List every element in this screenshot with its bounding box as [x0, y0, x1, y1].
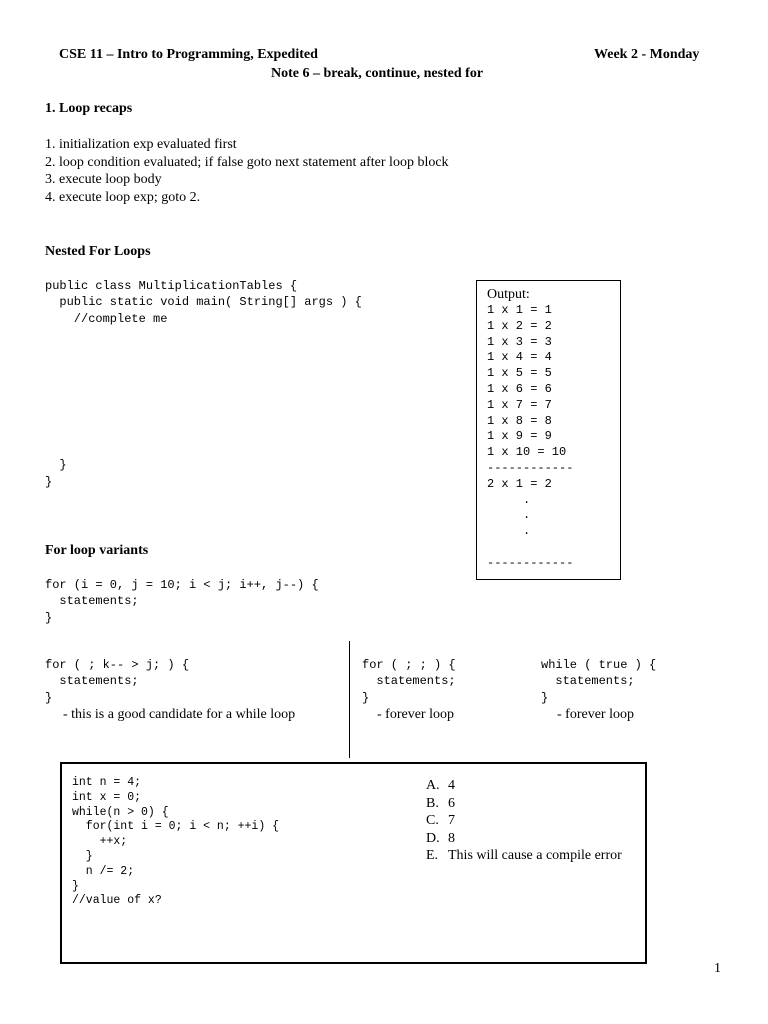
output-line: 1 x 2 = 2 — [487, 318, 552, 333]
choice-b[interactable]: B. 6 — [426, 795, 455, 811]
quiz-choices — [426, 777, 622, 865]
output-line: 1 x 9 = 9 — [487, 429, 552, 444]
quiz-code: int n = 4; int x = 0; while(n > 0) { for(int i = 0; i < n; ++i) { ++x; } n /= 2; } //value of x? — [72, 776, 280, 908]
output-line: 1 x 1 = 1 — [487, 303, 552, 317]
nested-for-code: public class MultiplicationTables { public static void main( String[] args ) { //complete me } } — [45, 279, 362, 489]
choice-a[interactable]: A. 4 — [426, 778, 455, 793]
output-separator: ------------ — [487, 460, 574, 475]
list-item: 2. loop condition evaluated; if false goto next statement after loop block — [45, 154, 449, 170]
output-box — [476, 280, 621, 580]
output-line: 1 x 7 = 7 — [487, 397, 552, 412]
variant-a-code: for ( ; k-- > j; ) { statements; } — [45, 658, 190, 705]
variant-c-code: while ( true ) { statements; } — [541, 658, 657, 705]
list-item: 1. initialization exp evaluated first — [45, 137, 237, 152]
output-blank — [487, 540, 573, 556]
variant-b-note: - forever loop — [377, 707, 454, 722]
variant-a-note: - this is a good candidate for a while loop — [63, 707, 296, 722]
variants-heading: For loop variants — [45, 543, 149, 558]
output-line: 1 x 6 = 6 — [487, 381, 552, 396]
output-ellipsis: . — [487, 524, 531, 539]
nested-for-heading: Nested For Loops — [45, 244, 151, 259]
output-title: Output: — [487, 287, 530, 302]
output-line: 1 x 5 = 5 — [487, 366, 552, 381]
course-title: CSE 11 – Intro to Programming, Expedited — [59, 47, 318, 62]
page-number: 1 — [714, 961, 721, 976]
list-item: 4. execute loop exp; goto 2. — [45, 190, 201, 206]
loop-recaps-list — [45, 136, 449, 207]
output-lines — [487, 303, 573, 572]
week-label: Week 2 - Monday — [594, 47, 700, 62]
choice-d[interactable]: D. 8 — [426, 830, 455, 846]
choice-e[interactable]: E. This will cause a compile error — [426, 848, 622, 863]
output-line: 1 x 8 = 8 — [487, 413, 552, 428]
list-item: 3. execute loop body — [45, 172, 162, 188]
variant-b-code: for ( ; ; ) { statements; } — [362, 658, 456, 705]
note-title: Note 6 – break, continue, nested for — [271, 66, 484, 81]
output-ellipsis: . — [487, 492, 531, 507]
output-line: 1 x 10 = 10 — [487, 445, 567, 460]
output-separator: ------------ — [487, 555, 574, 570]
output-ellipsis: . — [487, 508, 531, 523]
column-divider — [349, 641, 350, 758]
loop-recaps-heading: 1. Loop recaps — [45, 101, 133, 116]
output-line: 1 x 3 = 3 — [487, 334, 552, 349]
variant-main-code: for (i = 0, j = 10; i < j; i++, j--) { statements; } — [45, 578, 319, 625]
output-line: 1 x 4 = 4 — [487, 350, 552, 365]
choice-c[interactable]: C. 7 — [426, 813, 455, 828]
output-line: 2 x 1 = 2 — [487, 476, 552, 491]
quiz-box — [60, 762, 647, 964]
variant-c-note: - forever loop — [557, 707, 634, 722]
